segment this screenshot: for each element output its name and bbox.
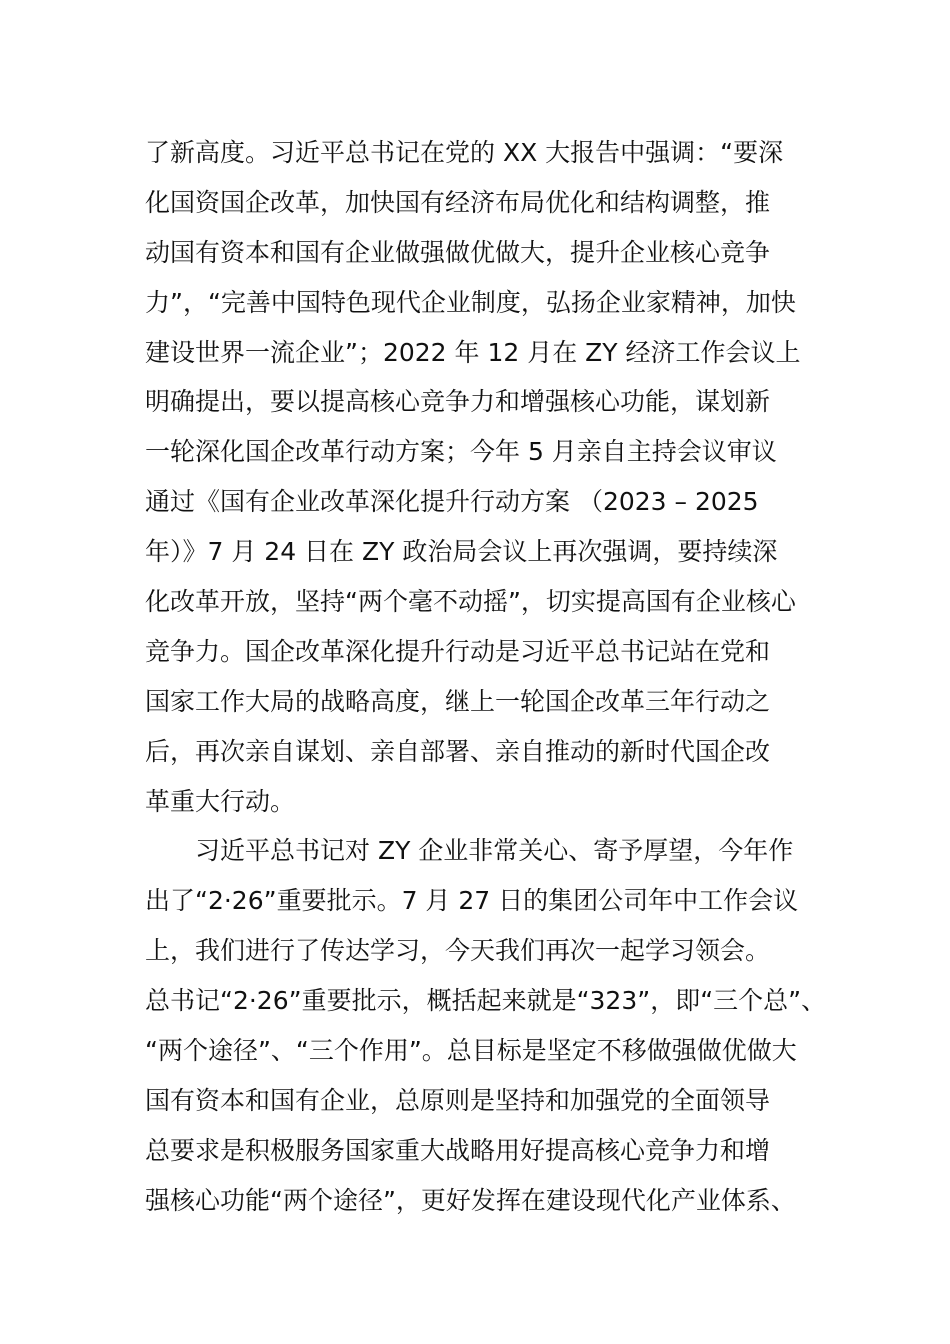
text-line: 年）》7 月 24 日在 ZY 政治局会议上再次强调，要持续深 bbox=[145, 537, 778, 567]
text-line: 后，再次亲自谋划、亲自部署、亲自推动的新时代国企改 bbox=[145, 736, 771, 766]
text-line: 强核心功能“两个途径”，更好发挥在建设现代化产业体系、 bbox=[145, 1185, 796, 1215]
text-line: 明确提出，要以提高核心竞争力和增强核心功能，谋划新 bbox=[145, 387, 771, 417]
text-line: 一轮深化国企改革行动方案；今年 5 月亲自主持会议审议 bbox=[145, 437, 777, 467]
text-line: 国家工作大局的战略高度，继上一轮国企改革三年行动之 bbox=[145, 686, 771, 716]
text-line: 革重大行动。 bbox=[145, 786, 296, 816]
paragraph-2 bbox=[145, 826, 825, 1225]
text-line: 化国资国企改革，加快国有经济布局优化和结构调整，推 bbox=[145, 187, 771, 217]
text-line: 上，我们进行了传达学习，今天我们再次一起学习领会。 bbox=[145, 936, 771, 966]
text-line: 总要求是积极服务国家重大战略用好提高核心竞争力和增 bbox=[145, 1135, 771, 1165]
body-text bbox=[145, 128, 825, 1226]
paragraph-1 bbox=[145, 128, 825, 826]
text-line: “两个途径”、“三个作用”。总目标是坚定不移做强做优做大 bbox=[145, 1036, 797, 1066]
text-line: 动国有资本和国有企业做强做优做大，提升企业核心竞争 bbox=[145, 237, 771, 267]
text-line: 化改革开放，坚持“两个毫不动摇”，切实提高国有企业核心 bbox=[145, 587, 796, 617]
text-line: 习近平总书记对 ZY 企业非常关心、寄予厚望，今年作 bbox=[195, 836, 794, 866]
text-line: 了新高度。习近平总书记在党的 XX 大报告中强调：“要深 bbox=[145, 138, 784, 167]
text-line: 国有资本和国有企业，总原则是坚持和加强党的全面领导 bbox=[145, 1085, 771, 1115]
text-line: 通过《国有企业改革深化提升行动方案 （2023 – 2025 bbox=[145, 487, 759, 517]
text-line: 力”，“完善中国特色现代企业制度，弘扬企业家精神，加快 bbox=[145, 287, 796, 317]
text-line: 出了“2·26”重要批示。7 月 27 日的集团公司年中工作会议 bbox=[145, 886, 799, 916]
text-line: 竞争力。国企改革深化提升行动是习近平总书记站在党和 bbox=[145, 636, 771, 666]
text-line: 建设世界一流企业”；2022 年 12 月在 ZY 经济工作会议上 bbox=[145, 337, 801, 367]
text-line: 总书记“2·26”重要批示，概括起来就是“323”，即“三个总”、 bbox=[145, 986, 827, 1016]
